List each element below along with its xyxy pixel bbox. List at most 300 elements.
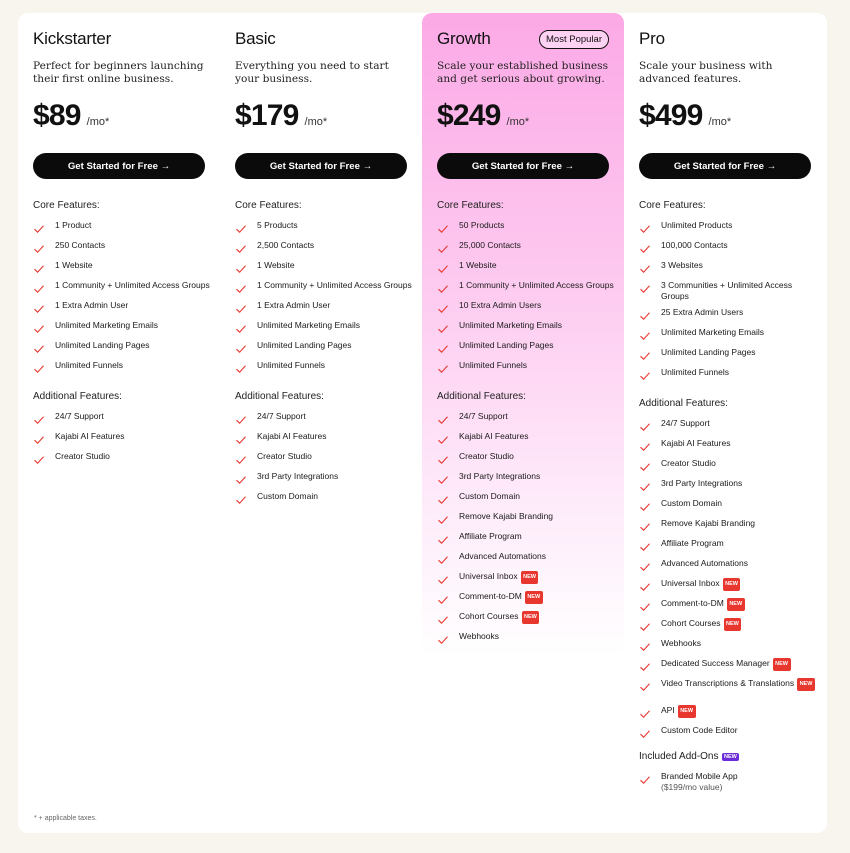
- additional-features-heading: Additional Features:: [639, 398, 728, 409]
- feature-text: [459, 551, 546, 566]
- check-icon: [639, 461, 651, 473]
- feature-label: Webhooks: [459, 631, 500, 641]
- check-icon: [639, 621, 651, 633]
- feature-text: [459, 591, 543, 606]
- feature-item: [437, 260, 617, 275]
- feature-label: Unlimited Funnels: [55, 360, 124, 370]
- feature-label: 1 Website: [257, 260, 295, 270]
- plan-column-growth: [422, 13, 624, 656]
- get-started-button[interactable]: Get Started for Free →: [33, 153, 205, 179]
- feature-label: 24/7 Support: [257, 411, 306, 421]
- feature-item: [639, 438, 819, 453]
- feature-item: [33, 451, 213, 466]
- check-icon: [235, 323, 247, 335]
- plan-name: Kickstarter: [33, 29, 112, 48]
- feature-label: 100,000 Contacts: [661, 240, 728, 250]
- feature-item: [437, 631, 617, 646]
- feature-text: [459, 220, 504, 235]
- check-icon: [437, 514, 449, 526]
- feature-label: 1 Website: [459, 260, 497, 270]
- check-icon: [33, 363, 45, 375]
- feature-item: [235, 300, 415, 315]
- feature-label: 1 Product: [55, 220, 92, 230]
- plan-price: $249: [437, 99, 501, 132]
- plan-price: $499: [639, 99, 703, 132]
- feature-label: Kajabi AI Features: [257, 431, 327, 441]
- feature-item: [639, 725, 819, 740]
- feature-item: [639, 771, 819, 793]
- feature-text: [459, 531, 522, 546]
- feature-text: [661, 598, 745, 613]
- addons-heading-text: Included Add-Ons: [639, 751, 719, 762]
- feature-label: Advanced Automations: [661, 558, 748, 568]
- new-badge: NEW: [525, 591, 543, 604]
- pricing-card: [18, 13, 827, 833]
- check-icon: [33, 223, 45, 235]
- feature-label: Creator Studio: [661, 458, 716, 468]
- feature-label: 24/7 Support: [459, 411, 508, 421]
- feature-label: 1 Website: [55, 260, 93, 270]
- feature-label: 3 Websites: [661, 260, 703, 270]
- feature-item: [639, 280, 819, 302]
- check-icon: [639, 774, 651, 786]
- plan-description: Scale your business with advanced features.: [639, 60, 773, 85]
- new-badge: NEW: [773, 658, 791, 671]
- addons-heading: [639, 751, 739, 762]
- feature-item: [235, 340, 415, 355]
- feature-item: [437, 451, 617, 466]
- feature-text: [55, 431, 124, 446]
- check-icon: [639, 310, 651, 322]
- feature-label: Unlimited Landing Pages: [661, 347, 756, 357]
- check-icon: [437, 494, 449, 506]
- feature-text: [257, 240, 314, 255]
- check-icon: [639, 681, 651, 693]
- new-badge: NEW: [724, 618, 742, 631]
- check-icon: [639, 521, 651, 533]
- feature-item: [639, 347, 819, 362]
- check-icon: [235, 454, 247, 466]
- feature-text: [257, 280, 412, 295]
- feature-item: [33, 340, 213, 355]
- check-icon: [235, 283, 247, 295]
- check-icon: [235, 223, 247, 235]
- new-badge: NEW: [722, 753, 740, 761]
- feature-text: [661, 578, 740, 593]
- feature-label: 3 Communities + Unlimited Access Groups: [661, 280, 793, 301]
- plan-name: Pro: [639, 29, 665, 48]
- feature-text: [661, 498, 722, 513]
- new-badge: NEW: [678, 705, 696, 718]
- check-icon: [437, 283, 449, 295]
- feature-item: [639, 658, 819, 673]
- plan-description: Perfect for beginners launching their first online business.: [33, 60, 204, 85]
- additional-features-heading: Additional Features:: [235, 391, 324, 402]
- feature-label: Unlimited Landing Pages: [257, 340, 352, 350]
- check-icon: [437, 574, 449, 586]
- check-icon: [33, 323, 45, 335]
- feature-item: [437, 591, 617, 606]
- feature-text: [661, 327, 764, 342]
- feature-text: [661, 367, 729, 382]
- feature-label: Unlimited Funnels: [661, 367, 730, 377]
- feature-label: Unlimited Landing Pages: [55, 340, 150, 350]
- check-icon: [639, 481, 651, 493]
- feature-item: [235, 260, 415, 275]
- feature-text: [661, 705, 696, 720]
- check-icon: [33, 414, 45, 426]
- check-icon: [437, 614, 449, 626]
- check-icon: [235, 494, 247, 506]
- feature-item: [235, 280, 415, 295]
- feature-text: [257, 340, 352, 355]
- feature-label: Comment-to-DM: [459, 591, 522, 601]
- check-icon: [437, 303, 449, 315]
- feature-item: [33, 220, 213, 235]
- feature-text: [661, 725, 738, 740]
- feature-text: [257, 260, 295, 275]
- additional-features-heading: Additional Features:: [33, 391, 122, 402]
- feature-text: [55, 320, 158, 335]
- feature-label: Custom Code Editor: [661, 725, 738, 735]
- feature-label: 5 Products: [257, 220, 298, 230]
- feature-label: 1 Extra Admin User: [55, 300, 129, 310]
- feature-label: Creator Studio: [257, 451, 312, 461]
- feature-text: [55, 260, 93, 275]
- feature-text: [661, 220, 732, 235]
- feature-item: [437, 531, 617, 546]
- core-features-heading: Core Features:: [33, 200, 100, 211]
- feature-text: [459, 340, 554, 355]
- plan-column-pro: [624, 13, 826, 833]
- check-icon: [639, 283, 651, 295]
- feature-label: 3rd Party Integrations: [459, 471, 541, 481]
- feature-text: [459, 280, 614, 295]
- feature-item: [235, 220, 415, 235]
- check-icon: [437, 243, 449, 255]
- feature-item: [33, 300, 213, 315]
- feature-label: 24/7 Support: [661, 418, 710, 428]
- feature-text: [257, 320, 360, 335]
- feature-text: [257, 360, 325, 375]
- feature-item: [639, 598, 819, 613]
- feature-text: [55, 411, 104, 426]
- feature-label: Video Transcriptions & Translations: [661, 678, 795, 688]
- check-icon: [639, 661, 651, 673]
- feature-item: [437, 571, 617, 586]
- check-icon: [437, 554, 449, 566]
- check-icon: [235, 263, 247, 275]
- check-icon: [437, 454, 449, 466]
- feature-item: [33, 360, 213, 375]
- feature-text: [257, 451, 312, 466]
- feature-item: [639, 327, 819, 342]
- feature-item: [639, 618, 819, 633]
- feature-text: [661, 307, 743, 322]
- feature-text: [459, 631, 499, 646]
- feature-item: [33, 240, 213, 255]
- feature-label: API: [661, 705, 675, 715]
- price-row: [235, 99, 327, 133]
- feature-label: Advanced Automations: [459, 551, 546, 561]
- feature-text: [55, 360, 123, 375]
- feature-text: [459, 431, 528, 446]
- feature-label: Unlimited Funnels: [459, 360, 528, 370]
- feature-item: [235, 360, 415, 375]
- check-icon: [639, 501, 651, 513]
- feature-item: [33, 411, 213, 426]
- feature-item: [639, 705, 819, 720]
- feature-text: [55, 220, 91, 235]
- feature-text: [55, 240, 105, 255]
- feature-label: 25 Extra Admin Users: [661, 307, 744, 317]
- feature-item: [437, 491, 617, 506]
- check-icon: [33, 454, 45, 466]
- feature-label: Universal Inbox: [661, 578, 720, 588]
- check-icon: [639, 708, 651, 720]
- check-icon: [639, 581, 651, 593]
- feature-text: [661, 240, 728, 255]
- check-icon: [639, 243, 651, 255]
- check-icon: [235, 434, 247, 446]
- check-icon: [639, 223, 651, 235]
- feature-item: [33, 431, 213, 446]
- additional-features-heading: Additional Features:: [437, 391, 526, 402]
- feature-label: Cohort Courses: [459, 611, 519, 621]
- feature-label: Custom Domain: [459, 491, 520, 501]
- plan-price: $89: [33, 99, 81, 132]
- feature-label: Unlimited Marketing Emails: [257, 320, 360, 330]
- feature-label: 2,500 Contacts: [257, 240, 315, 250]
- feature-label: Affiliate Program: [661, 538, 724, 548]
- feature-item: [235, 320, 415, 335]
- check-icon: [437, 263, 449, 275]
- feature-text: [661, 678, 815, 693]
- feature-text: [661, 771, 738, 793]
- check-icon: [235, 363, 247, 375]
- feature-item: [437, 360, 617, 375]
- feature-label: 50 Products: [459, 220, 505, 230]
- feature-item: [33, 260, 213, 275]
- new-badge: NEW: [727, 598, 745, 611]
- feature-text: [661, 260, 703, 275]
- new-badge: NEW: [797, 678, 815, 691]
- check-icon: [235, 303, 247, 315]
- check-icon: [235, 343, 247, 355]
- feature-item: [437, 220, 617, 235]
- feature-item: [639, 638, 819, 653]
- feature-text: [661, 347, 756, 362]
- feature-label: 1 Extra Admin User: [257, 300, 331, 310]
- feature-text: [459, 611, 539, 626]
- plan-description: Scale your established business and get serious about growing.: [437, 60, 609, 85]
- feature-text: [661, 458, 716, 473]
- feature-text: [257, 220, 298, 235]
- feature-item: [437, 611, 617, 626]
- check-icon: [33, 434, 45, 446]
- feature-label: Universal Inbox: [459, 571, 518, 581]
- feature-text: [257, 431, 326, 446]
- check-icon: [437, 474, 449, 486]
- feature-label: Creator Studio: [55, 451, 110, 461]
- feature-item: [437, 511, 617, 526]
- check-icon: [639, 350, 651, 362]
- feature-text: [55, 280, 210, 295]
- feature-label: Affiliate Program: [459, 531, 522, 541]
- feature-label: Remove Kajabi Branding: [459, 511, 554, 521]
- check-icon: [639, 263, 651, 275]
- feature-text: [459, 571, 538, 586]
- plan-description: Everything you need to start your business.: [235, 60, 389, 85]
- new-badge: NEW: [521, 571, 539, 584]
- check-icon: [437, 414, 449, 426]
- plan-column-kickstarter: [18, 13, 220, 833]
- feature-item: [437, 551, 617, 566]
- core-features-heading: Core Features:: [639, 200, 706, 211]
- feature-text: [55, 451, 110, 466]
- get-started-button[interactable]: Get Started for Free →: [235, 153, 407, 179]
- feature-label: Unlimited Marketing Emails: [55, 320, 158, 330]
- feature-item: [639, 498, 819, 513]
- feature-item: [639, 367, 819, 382]
- feature-item: [437, 340, 617, 355]
- price-period: /mo*: [86, 116, 110, 128]
- feature-label: Comment-to-DM: [661, 598, 724, 608]
- feature-text: [257, 300, 330, 315]
- check-icon: [437, 223, 449, 235]
- get-started-button[interactable]: Get Started for Free →: [639, 153, 811, 179]
- price-row: [33, 99, 109, 133]
- feature-subtext: ($199/mo value): [661, 782, 723, 792]
- feature-item: [235, 431, 415, 446]
- plan-price: $179: [235, 99, 299, 132]
- feature-text: [459, 491, 520, 506]
- feature-text: [55, 300, 128, 315]
- check-icon: [437, 323, 449, 335]
- core-features-heading: Core Features:: [235, 200, 302, 211]
- feature-label: Kajabi AI Features: [459, 431, 529, 441]
- feature-label: 10 Extra Admin Users: [459, 300, 542, 310]
- check-icon: [437, 534, 449, 546]
- feature-item: [33, 320, 213, 335]
- feature-label: Cohort Courses: [661, 618, 721, 628]
- feature-item: [639, 678, 819, 693]
- feature-text: [459, 511, 553, 526]
- feature-text: [459, 260, 497, 275]
- feature-label: Remove Kajabi Branding: [661, 518, 756, 528]
- feature-text: [257, 471, 338, 486]
- feature-text: [661, 658, 791, 673]
- feature-label: 1 Community + Unlimited Access Groups: [257, 280, 412, 290]
- plan-name: Growth: [437, 29, 491, 48]
- get-started-button[interactable]: Get Started for Free →: [437, 153, 609, 179]
- check-icon: [639, 541, 651, 553]
- feature-item: [639, 220, 819, 235]
- feature-label: Custom Domain: [661, 498, 722, 508]
- feature-text: [661, 518, 755, 533]
- feature-item: [639, 518, 819, 533]
- price-period: /mo*: [506, 116, 530, 128]
- feature-label: Creator Studio: [459, 451, 514, 461]
- feature-item: [639, 260, 819, 275]
- feature-item: [437, 320, 617, 335]
- check-icon: [639, 330, 651, 342]
- check-icon: [235, 414, 247, 426]
- feature-item: [235, 471, 415, 486]
- feature-item: [235, 451, 415, 466]
- feature-item: [437, 300, 617, 315]
- price-period: /mo*: [304, 116, 328, 128]
- check-icon: [33, 343, 45, 355]
- feature-item: [639, 578, 819, 593]
- feature-label: Unlimited Marketing Emails: [459, 320, 562, 330]
- feature-label: 25,000 Contacts: [459, 240, 521, 250]
- feature-text: [459, 240, 521, 255]
- feature-text: [459, 320, 562, 335]
- plan-name: Basic: [235, 29, 276, 48]
- check-icon: [33, 303, 45, 315]
- check-icon: [437, 343, 449, 355]
- feature-label: Kajabi AI Features: [55, 431, 125, 441]
- feature-label: Kajabi AI Features: [661, 438, 731, 448]
- feature-text: [661, 438, 730, 453]
- check-icon: [639, 421, 651, 433]
- feature-text: [459, 360, 527, 375]
- feature-text: [459, 471, 540, 486]
- feature-item: [437, 240, 617, 255]
- feature-item: [235, 240, 415, 255]
- feature-text: [55, 340, 150, 355]
- check-icon: [639, 601, 651, 613]
- feature-item: [639, 558, 819, 573]
- feature-text: [459, 411, 508, 426]
- feature-text: [257, 411, 306, 426]
- check-icon: [33, 263, 45, 275]
- feature-text: [661, 418, 710, 433]
- check-icon: [639, 641, 651, 653]
- feature-item: [639, 458, 819, 473]
- check-icon: [639, 370, 651, 382]
- feature-item: [437, 280, 617, 295]
- price-row: [437, 99, 529, 133]
- feature-item: [639, 240, 819, 255]
- feature-text: [661, 558, 748, 573]
- new-badge: NEW: [522, 611, 540, 624]
- feature-item: [639, 478, 819, 493]
- price-row: [639, 99, 731, 133]
- new-badge: NEW: [723, 578, 741, 591]
- feature-item: [437, 471, 617, 486]
- feature-label: Unlimited Landing Pages: [459, 340, 554, 350]
- feature-item: [639, 307, 819, 322]
- check-icon: [639, 441, 651, 453]
- feature-label: Unlimited Funnels: [257, 360, 326, 370]
- feature-label: 24/7 Support: [55, 411, 104, 421]
- feature-label: 1 Community + Unlimited Access Groups: [459, 280, 614, 290]
- plan-column-basic: [220, 13, 422, 833]
- footnote: * + applicable taxes.: [34, 815, 97, 822]
- core-features-heading: Core Features:: [437, 200, 504, 211]
- feature-item: [437, 431, 617, 446]
- feature-label: Dedicated Success Manager: [661, 658, 770, 668]
- feature-item: [639, 418, 819, 433]
- feature-label: 1 Community + Unlimited Access Groups: [55, 280, 210, 290]
- feature-text: [661, 538, 724, 553]
- price-period: /mo*: [708, 116, 732, 128]
- feature-item: [639, 538, 819, 553]
- check-icon: [235, 474, 247, 486]
- feature-item: [437, 411, 617, 426]
